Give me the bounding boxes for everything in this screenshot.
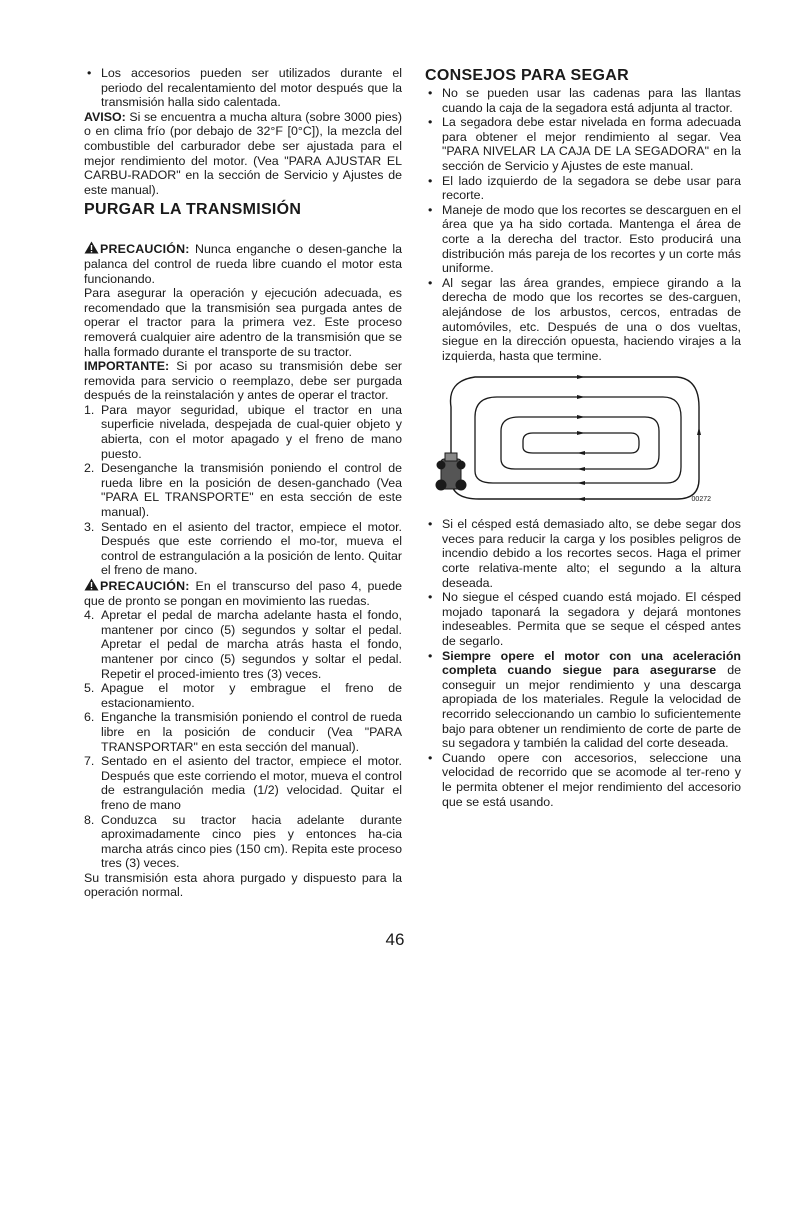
intro-bullet: • Los accesorios pueden ser utilizados durante el periodo del recalentamiento del motor después que la transmisión halla sido calentada. xyxy=(84,66,402,110)
step-number: 2. xyxy=(84,461,95,476)
step-item xyxy=(84,754,402,812)
figure-code: 00272 xyxy=(691,495,711,503)
closing-paragraph: Su transmisión esta ahora purgado y dispuesto para la operación normal. xyxy=(84,870,402,900)
mowing-pattern-diagram xyxy=(427,367,717,509)
tip-item: • El lado izquierdo de la segadora se debe usar para recorte. xyxy=(425,174,741,203)
step-item xyxy=(84,608,402,681)
step-item xyxy=(84,461,402,519)
tip-item: • Cuando opere con accesorios, seleccione una velocidad de recorrido que se acomode al ter-reno y le permita obtener el mejor rendimiento del accesorio que se está usando. xyxy=(425,751,741,809)
tip-item: • Al segar las área grandes, empiece girando a la derecha de modo que los recortes se des-carguen, alejándose de los arbustos, cercos, entradas de automóviles, etc. Después de una o dos vueltas, siegue en la dirección opuesta, haciendo virajes a la izquierda, hasta que termine. xyxy=(425,276,741,364)
right-column xyxy=(425,66,741,809)
purge-intro-paragraph: Para asegurar la operación y ejecución adecuada, es recomendado que la transmisión sea purgada antes de operar el tractor para la primera vez. Este proceso removerá cualquier aire adentro de la transmisión que se halla formado durante el transporte de su tractor. xyxy=(84,286,402,359)
step-number: 8. xyxy=(84,812,95,827)
page-number: 46 xyxy=(385,930,405,949)
importante-paragraph xyxy=(84,359,402,403)
warning-icon xyxy=(84,241,99,254)
step-text: Sentado en el asiento del tractor, empiece el motor. Después que este corriendo el mo-tor, mueva el control de estrangulación a la posición de lento. Quitar el freno de mano. xyxy=(101,519,402,578)
tip-item: • La segadora debe estar nivelada en forma adecuada para obtener el mejor rendimiento al segar. Vea "PARA NIVELAR LA CAJA DE LA SEGADORA" en la sección de Servicio y Ajustes de este manual. xyxy=(425,115,741,173)
caution-paragraph-2 xyxy=(84,578,402,608)
tip-item: • No se pueden usar las cadenas para las llantas cuando la caja de la segadora está adjunta al tractor. xyxy=(425,86,741,115)
tip-item xyxy=(425,649,741,751)
tips-list-b xyxy=(425,517,741,809)
step-number: 1. xyxy=(84,402,95,417)
step-number: 7. xyxy=(84,754,95,769)
step-item xyxy=(84,681,402,710)
step-text: Conduzca su tractor hacia adelante durante aproximadamente cinco pies y entonces ha-cia marcha atrás cinco pies (150 cm). Repita este proceso tres (3) veces. xyxy=(101,812,402,871)
mowing-tips-heading: CONSEJOS PARA SEGAR xyxy=(425,67,629,84)
step-item xyxy=(84,520,402,578)
caution-label-2: PRECAUCIÓN: xyxy=(100,579,190,593)
aviso-text: Si se encuentra a mucha altura (sobre 3000 pies) o en clima frío (por debajo de 32°F [0°C]), la mezcla del combustible del carburador debe ser ajustada para el mejor rendimiento del motor. (Vea "PARA AJUSTAR EL CARBU-RADOR" en la sección de Servicio y Ajustes de este manual). xyxy=(84,109,402,197)
step-item xyxy=(84,403,402,461)
step-text: Sentado en el asiento del tractor, empiece el motor. Después que este corriendo el motor, mueva el control de estrangulación media (1/2) velocidad. Quitar el freno de mano xyxy=(101,754,402,812)
importante-label: IMPORTANTE: xyxy=(84,359,170,374)
step-text: Para mayor seguridad, ubique el tractor en una superficie nivelada, despejada de cual-quier objeto y abierta, con el motor apagado y el freno de mano puesto. xyxy=(101,402,402,461)
tips-list-a xyxy=(425,86,741,363)
step-text: Apretar el pedal de marcha adelante hasta el fondo, mantener por cinco (5) segundos y soltar el pedal. Apretar el pedal de marcha atrás hasta el fondo, mantener por cinco (5) segundos y soltar el pedal. Repetir el proced-imiento tres (3) veces. xyxy=(101,608,402,681)
step-item xyxy=(84,813,402,871)
step-number: 3. xyxy=(84,519,95,534)
step-number: 5. xyxy=(84,681,95,696)
tip-item: • No siegue el césped cuando está mojado. El césped mojado taponará la segadora y dejará montones indeseables. Permita que se seque el césped antes de segarlo. xyxy=(425,590,741,648)
tip-bold-lead: Siempre opere el motor con una aceleración completa cuando siegue para asegurarse xyxy=(442,648,741,678)
caution-text-2: En el transcurso del paso 4, puede que de pronto se pongan en movimiento las ruedas. xyxy=(84,579,402,608)
caution-paragraph-1 xyxy=(84,241,402,286)
caution-label-1: PRECAUCIÓN: xyxy=(100,242,190,257)
step-number: 6. xyxy=(84,710,95,725)
step-text: Apague el motor y embrague el freno de estacionamiento. xyxy=(101,681,402,710)
warning-icon xyxy=(84,578,99,591)
step-number: 4. xyxy=(84,608,95,623)
purge-steps-b xyxy=(84,608,402,871)
purge-heading: PURGAR LA TRANSMISIÓN xyxy=(84,201,302,219)
tip-item: • Si el césped está demasiado alto, se debe segar dos veces para reducir la carga y los posibles peligros de incendio debido a los recortes secos. Haga el primer corte relativa-mente alto; el segundo a la altura deseada. xyxy=(425,517,741,590)
tip-rest: de conseguir un mejor rendimiento y una descarga apropiada de los materiales. Regule la velocidad de recorrido seleccionando un cambio lo suficientemente bajo para obtener un rendimiento de corte de parte de su segadora y también la calidad del corte deseada. xyxy=(442,663,741,751)
aviso-label: AVISO: xyxy=(84,109,126,124)
caution-text-1: Nunca enganche o desen-ganche la palanca del control de rueda libre cuando el motor esta funcionando. xyxy=(84,242,402,286)
step-item xyxy=(84,710,402,754)
tip-item: • Maneje de modo que los recortes se descarguen en el área que ya ha sido cortada. Mantenga el área de corte a la derecha del tractor. Esto producirá una distribución más pareja de los recortes y un corte más uniforme. xyxy=(425,203,741,276)
intro-list xyxy=(84,66,402,110)
aviso-paragraph xyxy=(84,110,402,198)
mowing-pattern-figure xyxy=(427,367,717,509)
purge-steps-a xyxy=(84,403,402,578)
tractor-icon xyxy=(436,453,466,490)
step-text: Enganche la transmisión poniendo el control de rueda libre en la posición de conducir (Vea "PARA TRANSPORTAR" en esta sección del manual). xyxy=(101,710,402,754)
step-text: Desenganche la transmisión poniendo el control de rueda libre en la posición de desen-ganchado (Vea "PARA EL TRANSPORTE" en esta sección de este manual). xyxy=(101,461,402,520)
importante-text: Si por acaso su transmisión debe ser removida para servicio o reemplazo, debe ser purgada después de la reinstalación y antes de operar el tractor. xyxy=(84,359,402,403)
left-column xyxy=(84,66,402,900)
